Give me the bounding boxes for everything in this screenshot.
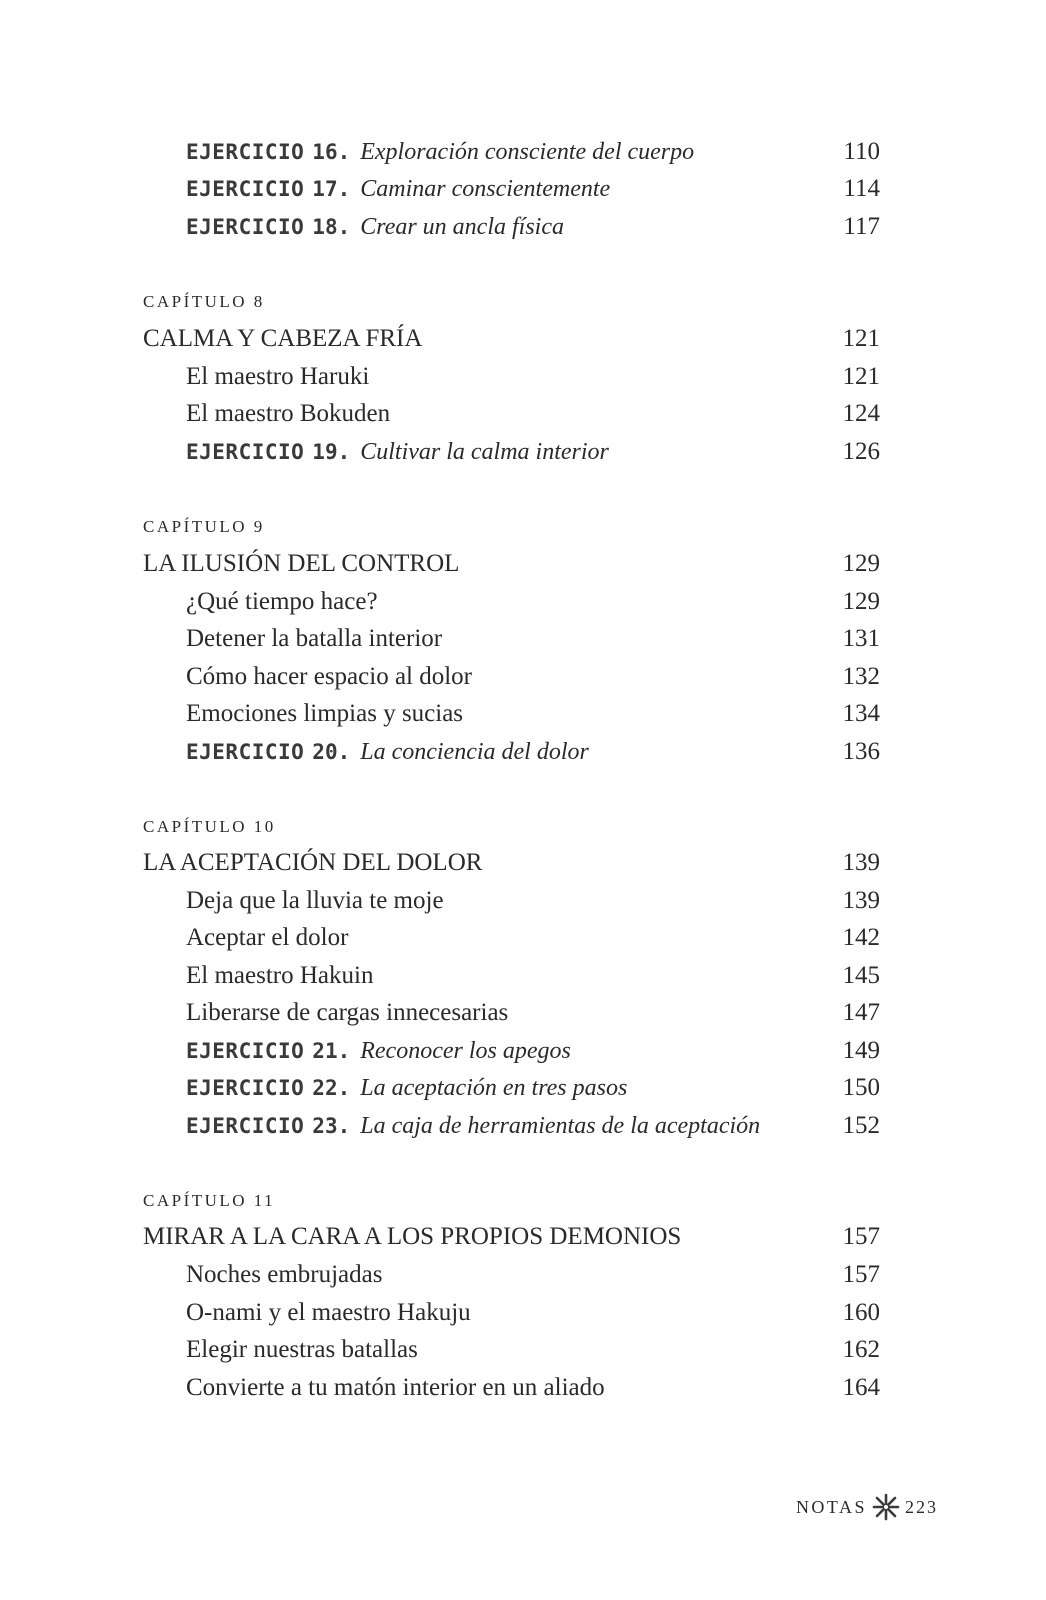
exercise-label: EJERCICIO <box>186 1076 305 1100</box>
section-entry <box>0 396 1046 432</box>
section-entry <box>0 920 1046 956</box>
exercise-label: EJERCICIO <box>186 1039 305 1063</box>
page-number: 124 <box>842 400 880 427</box>
exercise-title: Caminar conscientemente <box>360 176 611 202</box>
section-title: El maestro Haruki <box>186 363 370 390</box>
section-title: ¿Qué tiempo hace? <box>186 588 378 615</box>
page-number: 145 <box>842 962 880 989</box>
exercise-label: EJERCICIO <box>186 177 305 201</box>
exercise-title: Reconocer los apegos <box>360 1038 571 1064</box>
exercise-text <box>186 1070 627 1106</box>
page-number: 139 <box>842 887 880 914</box>
page-number: 126 <box>842 438 880 465</box>
section-entry <box>0 584 1046 620</box>
exercise-text <box>186 209 564 245</box>
page-number: 114 <box>843 175 880 202</box>
page-number: 121 <box>842 363 880 390</box>
section-title: Convierte a tu matón interior en un aliado <box>186 1374 605 1401</box>
section-title: Liberarse de cargas innecesarias <box>186 999 509 1026</box>
page-number: 131 <box>842 625 880 652</box>
flower-ornament-icon <box>871 1492 901 1522</box>
exercise-entry <box>0 734 1046 770</box>
section-title: El maestro Bokuden <box>186 400 391 427</box>
exercise-entry <box>0 134 1046 170</box>
chapter-title: LA ACEPTACIÓN DEL DOLOR <box>143 849 483 876</box>
exercise-entry <box>0 209 1046 245</box>
chapter-title-entry <box>0 1219 1046 1255</box>
section-title: Aceptar el dolor <box>186 924 349 951</box>
page-number: 142 <box>842 924 880 951</box>
chapter-title-entry <box>0 845 1046 881</box>
page-number: 157 <box>842 1223 880 1250</box>
footer-page-number: 223 <box>905 1496 938 1517</box>
exercise-entry <box>0 1033 1046 1069</box>
chapter-title: LA ILUSIÓN DEL CONTROL <box>143 550 460 577</box>
exercise-entry <box>0 1108 1046 1144</box>
page-number: 129 <box>842 588 880 615</box>
page-number: 152 <box>842 1112 880 1139</box>
section-title: Elegir nuestras batallas <box>186 1336 418 1363</box>
exercise-title: La aceptación en tres pasos <box>360 1075 628 1101</box>
exercise-entry <box>0 1070 1046 1106</box>
exercise-title: La conciencia del dolor <box>360 739 589 765</box>
page-number: 149 <box>842 1037 880 1064</box>
exercise-number: 23. <box>312 1114 351 1138</box>
exercise-number: 18. <box>312 215 351 239</box>
page-number: 164 <box>842 1374 880 1401</box>
exercise-label: EJERCICIO <box>186 1114 305 1138</box>
exercise-text <box>186 734 589 770</box>
chapter-title-entry <box>0 546 1046 582</box>
section-entry <box>0 1332 1046 1368</box>
footer-section-label: NOTAS <box>795 1496 867 1517</box>
section-title: Noches embrujadas <box>186 1261 383 1288</box>
section-entry <box>0 1295 1046 1331</box>
page-number: 110 <box>843 138 880 165</box>
page-number: 162 <box>842 1336 880 1363</box>
page-number: 160 <box>842 1299 880 1326</box>
page-number: 147 <box>842 999 880 1026</box>
section-title: Cómo hacer espacio al dolor <box>186 663 473 690</box>
exercise-label: EJERCICIO <box>186 740 305 764</box>
exercise-number: 16. <box>312 140 351 164</box>
section-entry <box>0 359 1046 395</box>
exercise-number: 17. <box>312 177 351 201</box>
page-number: 136 <box>842 738 880 765</box>
exercise-text <box>186 134 694 170</box>
chapter-label: CAPÍTULO 11 <box>143 1191 276 1210</box>
exercise-title: La caja de herramientas de la aceptación <box>360 1113 761 1139</box>
exercise-title: Crear un ancla física <box>360 214 564 240</box>
chapter-label: CAPÍTULO 10 <box>143 817 276 836</box>
exercise-entry <box>0 434 1046 470</box>
exercise-label: EJERCICIO <box>186 140 305 164</box>
chapter-title: MIRAR A LA CARA A LOS PROPIOS DEMONIOS <box>143 1223 682 1250</box>
page-number: 157 <box>842 1261 880 1288</box>
section-title: Detener la batalla interior <box>186 625 443 652</box>
section-entry <box>0 883 1046 919</box>
exercise-title: Cultivar la calma interior <box>360 439 609 465</box>
page-number: 132 <box>842 663 880 690</box>
section-entry <box>0 1257 1046 1293</box>
chapter-title-entry <box>0 321 1046 357</box>
page-number: 134 <box>842 700 880 727</box>
section-entry <box>0 659 1046 695</box>
exercise-number: 22. <box>312 1076 351 1100</box>
page-footer <box>796 1492 938 1522</box>
page-number: 129 <box>842 550 880 577</box>
section-title: Deja que la lluvia te moje <box>186 887 444 914</box>
page-number: 150 <box>842 1074 880 1101</box>
exercise-number: 21. <box>312 1039 351 1063</box>
section-title: El maestro Hakuin <box>186 962 374 989</box>
exercise-label: EJERCICIO <box>186 440 305 464</box>
exercise-title: Exploración consciente del cuerpo <box>360 139 695 165</box>
section-entry <box>0 696 1046 732</box>
exercise-number: 19. <box>312 440 351 464</box>
section-entry <box>0 1370 1046 1406</box>
section-title: O-nami y el maestro Hakuju <box>186 1299 471 1326</box>
exercise-text <box>186 171 610 207</box>
chapter-label: CAPÍTULO 8 <box>143 292 265 311</box>
section-entry <box>0 958 1046 994</box>
exercise-text <box>186 434 609 470</box>
page-number: 121 <box>842 325 880 352</box>
exercise-number: 20. <box>312 740 351 764</box>
exercise-text <box>186 1108 760 1144</box>
page-number: 117 <box>843 213 880 240</box>
exercise-entry <box>0 171 1046 207</box>
section-entry <box>0 995 1046 1031</box>
exercise-text <box>186 1033 571 1069</box>
exercise-label: EJERCICIO <box>186 215 305 239</box>
section-title: Emociones limpias y sucias <box>186 700 464 727</box>
chapter-label: CAPÍTULO 9 <box>143 517 265 536</box>
section-entry <box>0 621 1046 657</box>
page-number: 139 <box>842 849 880 876</box>
chapter-title: CALMA Y CABEZA FRÍA <box>143 325 423 352</box>
